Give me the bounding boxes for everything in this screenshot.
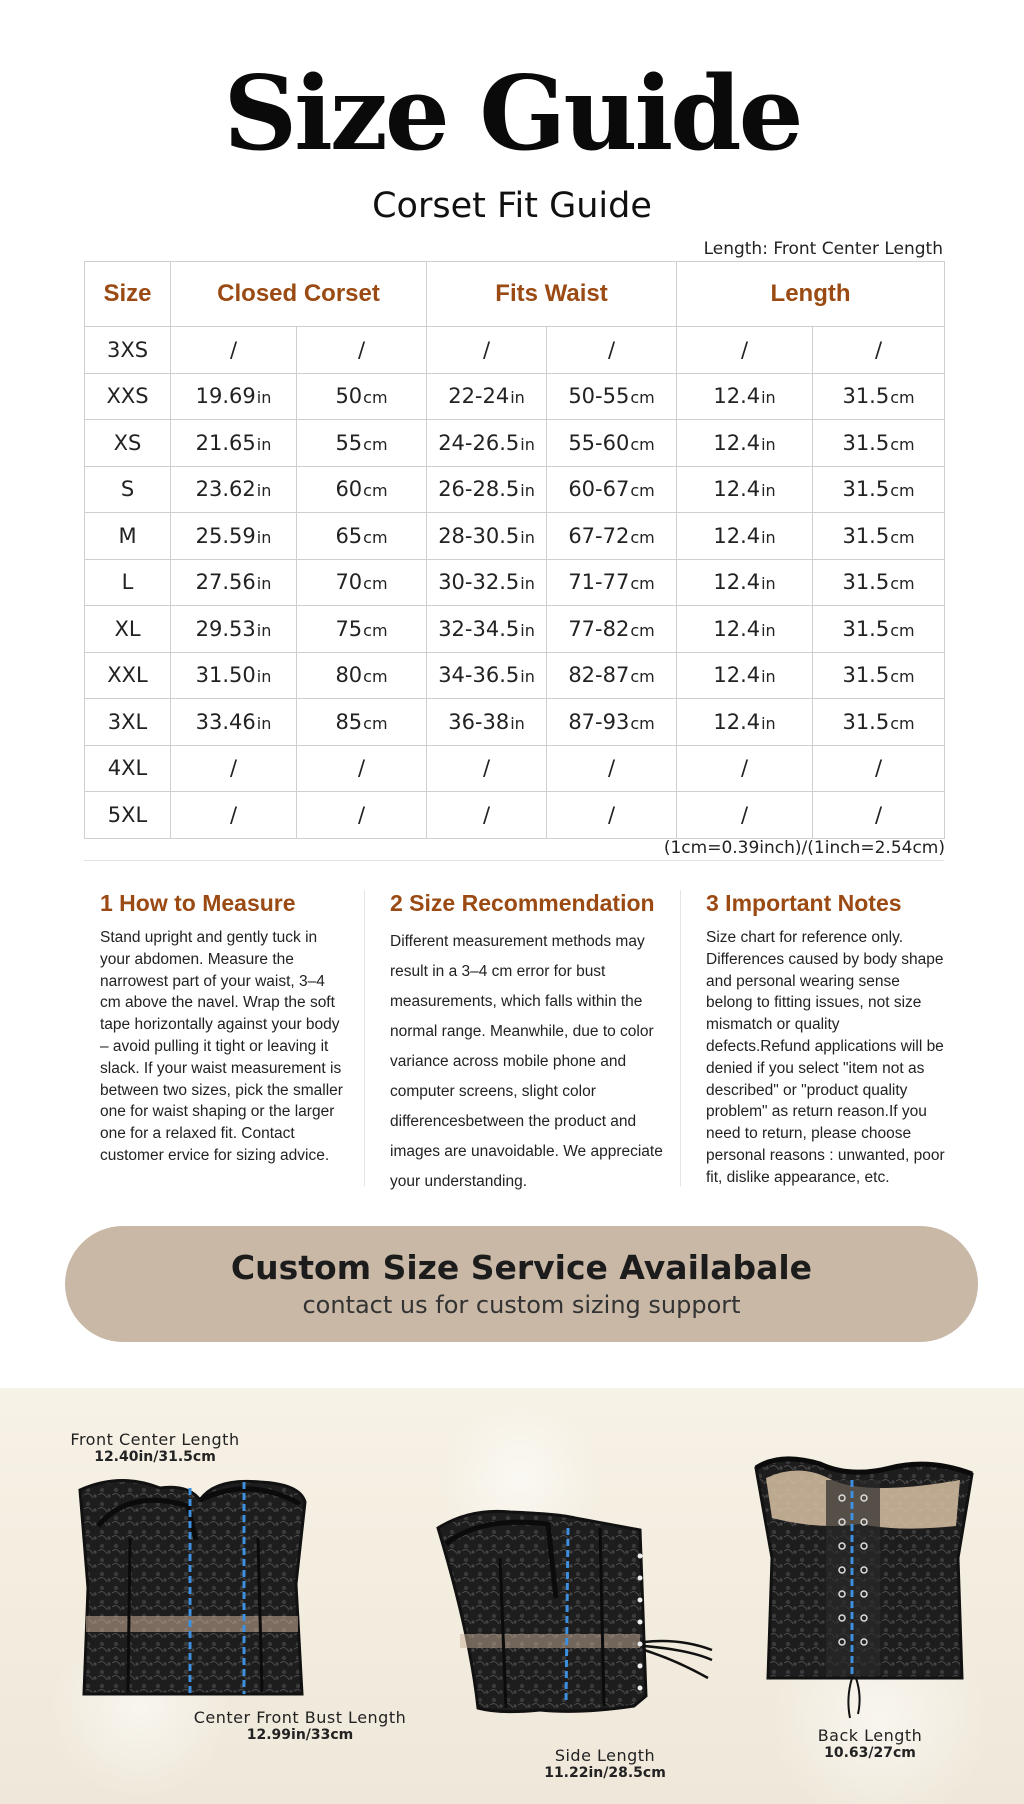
measurement-unit: cm [363,388,388,408]
measurement-value: 12.4 [713,384,761,409]
measurement-cell [547,699,677,746]
measurement-unit: cm [890,713,915,733]
measurement-unit: in [256,434,272,454]
measurement-value: 71-77 [568,570,630,595]
side-corset-image [438,1511,712,1711]
measurement-cell [813,466,945,513]
measurement-unit: in [761,388,776,408]
measurement-value: 12.4 [713,477,761,502]
measurement-cell [171,559,297,606]
measurement-cell [677,559,813,606]
measurement-unit: in [761,713,776,733]
measurement-cell [297,513,427,560]
measurement-value: 60 [335,477,363,502]
measurement-unit: cm [890,667,915,687]
measurement-value: / [740,802,749,827]
table-row [85,513,945,560]
measurement-cell [297,606,427,653]
size-cell: XXL [85,652,171,699]
measurement-cell [427,327,547,374]
how-to-measure-title: 1 How to Measure [100,890,296,916]
table-row [85,699,945,746]
measurement-value: 29.53 [195,616,256,641]
measurement-unit: cm [363,667,388,687]
measurement-cell [297,745,427,792]
measurement-value: 12.4 [713,430,761,455]
measurement-unit: in [256,667,272,687]
measurement-unit: in [520,574,535,594]
side-length-label: Side Length 11.22in/28.5cm [544,1746,666,1781]
size-cell: XXS [85,373,171,420]
measurement-unit: in [761,481,776,501]
measurement-unit: in [761,434,776,454]
measurement-value: 31.5 [842,709,890,734]
size-recommendation-section [390,890,670,1197]
measurement-value: 67-72 [568,523,630,548]
measurement-value: 55 [335,430,363,455]
header-closed-corset: Closed Corset [171,262,427,327]
custom-size-title: Custom Size Service Availabale [230,1248,813,1287]
measurement-value: 87-93 [568,709,630,734]
measurement-cell [427,513,547,560]
measurement-value: 25.59 [195,523,256,548]
measurement-value: / [482,802,491,827]
important-notes-title: 3 Important Notes [706,890,902,916]
divider [84,860,944,861]
measurement-unit: in [520,527,535,547]
table-row [85,327,945,374]
measurement-cell [427,652,547,699]
measurement-cell [171,327,297,374]
measurement-value: 55-60 [568,430,630,455]
measurement-value: / [740,756,749,781]
measurement-value: 36-38 [448,709,510,734]
measurement-unit: in [256,574,272,594]
measurement-cell [427,420,547,467]
important-notes-body: Size chart for reference only. Differences caused by body shape and personal wearing sense belong to fitting issues, not size mismatch or quality defects.Refund applications will be denied if you select "item not as described" or "product quality problem" as return reason.If you need to return, please choose personal reasons : unwanted, poor fit, dislike appearance, etc. [706,929,945,1186]
column-divider [680,890,681,1186]
size-cell: S [85,466,171,513]
measurement-unit: in [761,527,776,547]
measurement-cell [547,792,677,839]
table-header-row [85,262,945,327]
measurement-value: 70 [335,570,363,595]
measurement-value: 32-34.5 [438,616,520,641]
measurement-cell [813,745,945,792]
measurement-value: 65 [335,523,363,548]
measurement-unit: in [761,620,776,640]
measurement-cell [813,699,945,746]
measurement-value: 30-32.5 [438,570,520,595]
measurement-cell [813,606,945,653]
size-cell: 4XL [85,745,171,792]
table-row [85,745,945,792]
measurement-cell [677,699,813,746]
header-length: Length [677,262,945,327]
measurement-cell [297,466,427,513]
measurement-cell [171,792,297,839]
measurement-cell [297,420,427,467]
size-cell: XS [85,420,171,467]
measurement-cell [813,652,945,699]
measurement-value: 21.65 [195,430,256,455]
measurement-unit: cm [630,713,655,733]
header-fits-waist: Fits Waist [427,262,677,327]
measurement-value: / [229,756,238,781]
measurement-unit: cm [630,574,655,594]
measurement-unit: cm [363,620,388,640]
measurement-value: / [875,337,883,362]
table-row [85,652,945,699]
measurement-cell [677,327,813,374]
size-recommendation-body: Different measurement methods may result in a 3–4 cm error for bust measurements, which falls within the normal range. Meanwhile, due to color variance across mobile phone and computer screens, slight color differencesbetween the product and images are unavoidable. We appreciate your understanding. [390,933,663,1190]
measurement-cell [547,513,677,560]
measurement-cell [813,513,945,560]
measurement-value: / [357,756,366,781]
measurement-value: 31.5 [842,477,890,502]
measurement-value: 50-55 [568,384,630,409]
measurement-unit: in [510,388,525,408]
measurement-unit: cm [630,620,655,640]
measurement-cell [171,745,297,792]
measurement-unit: cm [890,481,915,501]
size-cell: L [85,559,171,606]
size-cell: XL [85,606,171,653]
conversion-note: (1cm=0.39inch)/(1inch=2.54cm) [663,838,945,858]
header-size: Size [85,262,171,327]
measurement-value: 19.69 [195,384,256,409]
measurement-value: 31.5 [842,384,890,409]
table-row [85,373,945,420]
measurement-unit: cm [890,620,915,640]
measurement-cell [547,373,677,420]
measurement-cell [427,792,547,839]
measurement-value: 12.4 [713,570,761,595]
measurement-value: 12.4 [713,523,761,548]
page-subtitle: Corset Fit Guide [372,186,652,226]
measurement-value: 27.56 [195,570,256,595]
measurement-cell [547,745,677,792]
measurement-unit: in [256,388,272,408]
table-row [85,420,945,467]
measurement-value: 77-82 [568,616,630,641]
size-table [84,261,945,839]
measurement-unit: in [256,713,272,733]
measurement-unit: cm [630,667,655,687]
measurement-cell [171,420,297,467]
measurement-cell [547,466,677,513]
how-to-measure-body: Stand upright and gently tuck in your abdomen. Measure the narrowest part of your waist, 3–4 cm above the navel. Wrap the soft tape horizontally against your body – avoid pulling it tight or leaving it slack. If your waist measurement is between two sizes, pick the smaller one for waist shaping or the larger one for a relaxed fit. Contact customer ervice for sizing advice. [100,929,343,1164]
measurement-cell [677,513,813,560]
measurement-unit: in [761,574,776,594]
measurement-value: 33.46 [195,709,256,734]
measurement-value: 85 [335,709,363,734]
back-length-label: Back Length 10.63/27cm [817,1726,923,1761]
measurement-unit: cm [630,481,655,501]
center-front-bust-length-label: Center Front Bust Length 12.99in/33cm [193,1708,407,1743]
table-row [85,466,945,513]
corset-photo-area [0,1388,1024,1804]
measurement-value: / [482,756,491,781]
table-row [85,792,945,839]
measurement-value: / [740,337,749,362]
measurement-value: 28-30.5 [438,523,520,548]
measurement-cell [677,792,813,839]
measurement-cell [547,652,677,699]
measurement-value: / [607,756,616,781]
measurement-unit: in [761,667,776,687]
measurement-unit: cm [363,527,388,547]
length-note: Length: Front Center Length [703,239,943,259]
measurement-value: 50 [335,384,363,409]
measurement-value: / [607,802,616,827]
measurement-unit: cm [630,388,655,408]
front-corset-image [80,1480,305,1694]
measurement-value: 23.62 [195,477,256,502]
measurement-value: 80 [335,663,363,688]
measurement-cell [427,373,547,420]
measurement-cell [297,652,427,699]
measurement-unit: cm [630,434,655,454]
measurement-cell [171,606,297,653]
measurement-value: 31.5 [842,663,890,688]
measurement-cell [813,327,945,374]
measurement-value: / [875,756,883,781]
measurement-cell [427,745,547,792]
measurement-cell [171,513,297,560]
measurement-cell [677,606,813,653]
measurement-unit: cm [363,713,388,733]
measurement-unit: cm [363,434,388,454]
measurement-cell [171,652,297,699]
measurement-cell [171,373,297,420]
measurement-value: 12.4 [713,616,761,641]
measurement-value: 26-28.5 [438,477,520,502]
measurement-value: / [229,337,238,362]
measurement-unit: cm [890,574,915,594]
important-notes-section [706,890,948,1189]
measurement-unit: cm [363,574,388,594]
measurement-cell [297,559,427,606]
measurement-value: 24-26.5 [438,430,520,455]
measurement-unit: cm [363,481,388,501]
measurement-value: / [229,802,238,827]
measurement-cell [677,652,813,699]
measurement-cell [297,699,427,746]
measurement-value: / [482,337,491,362]
size-recommendation-title: 2 Size Recommendation [390,890,655,916]
measurement-value: 75 [335,616,363,641]
table-row [85,606,945,653]
measurement-value: 34-36.5 [438,663,520,688]
measurement-unit: cm [630,527,655,547]
measurement-value: 22-24 [448,384,510,409]
size-cell: 5XL [85,792,171,839]
measurement-unit: in [520,434,535,454]
measurement-unit: in [256,620,272,640]
measurement-cell [547,327,677,374]
size-cell: 3XS [85,327,171,374]
measurement-cell [677,466,813,513]
measurement-cell [297,327,427,374]
measurement-cell [427,699,547,746]
measurement-cell [677,420,813,467]
page-title: Size Guide [223,54,801,174]
measurement-cell [171,466,297,513]
measurement-cell [427,559,547,606]
measurement-value: 31.50 [195,663,256,688]
measurement-cell [813,792,945,839]
size-cell: M [85,513,171,560]
measurement-cell [297,792,427,839]
measurement-cell [427,606,547,653]
measurement-unit: in [510,713,525,733]
measurement-unit: in [256,527,272,547]
measurement-value: 12.4 [713,709,761,734]
measurement-cell [547,606,677,653]
measurement-unit: in [520,481,535,501]
back-corset-image [756,1459,972,1718]
measurement-cell [547,420,677,467]
measurement-value: 31.5 [842,523,890,548]
measurement-value: 31.5 [842,616,890,641]
measurement-unit: in [520,667,535,687]
table-body [85,327,945,839]
measurement-value: / [875,802,883,827]
measurement-unit: in [520,620,535,640]
measurement-unit: in [256,481,272,501]
measurement-value: / [357,802,366,827]
measurement-value: 31.5 [842,430,890,455]
front-center-length-label: Front Center Length 12.40in/31.5cm [70,1430,240,1465]
custom-size-subtitle: contact us for custom sizing support [302,1291,741,1319]
how-to-measure-section [100,890,348,1167]
measurement-value: / [607,337,616,362]
measurement-cell [813,420,945,467]
measurement-value: 82-87 [568,663,630,688]
measurement-value: 12.4 [713,663,761,688]
measurement-cell [677,745,813,792]
column-divider [364,890,365,1186]
measurement-cell [297,373,427,420]
custom-size-banner[interactable] [65,1226,978,1342]
measurement-unit: cm [890,388,915,408]
measurement-unit: cm [890,527,915,547]
measurement-value: / [357,337,366,362]
measurement-cell [427,466,547,513]
measurement-cell [813,373,945,420]
measurement-unit: cm [890,434,915,454]
size-cell: 3XL [85,699,171,746]
measurement-value: 60-67 [568,477,630,502]
measurement-cell [171,699,297,746]
table-row [85,559,945,606]
measurement-cell [547,559,677,606]
measurement-cell [813,559,945,606]
measurement-value: 31.5 [842,570,890,595]
measurement-cell [677,373,813,420]
